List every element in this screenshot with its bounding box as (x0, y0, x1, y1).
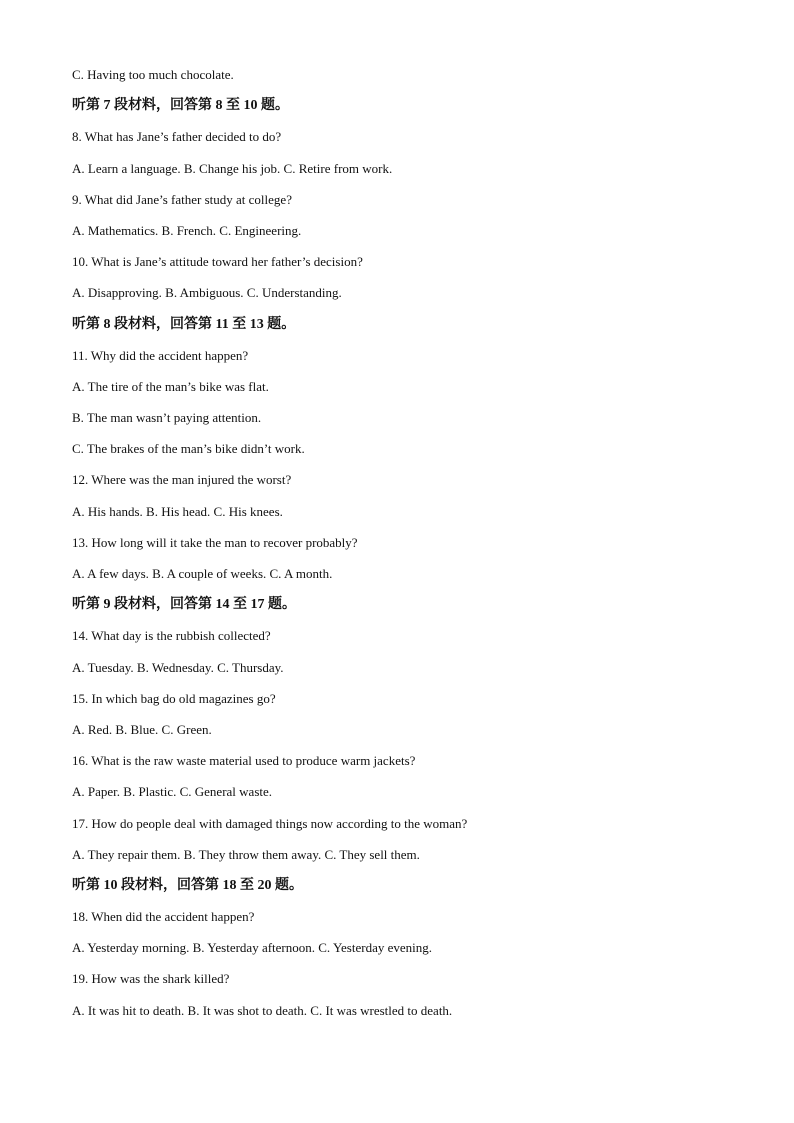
answer-options-19: A. It was hit to death. B. It was shot to death. C. It was wrestled to death. (72, 1002, 453, 1018)
answer-options-10: A. Disapproving. B. Ambiguous. C. Understanding. (72, 285, 342, 301)
question-19: 19. How was the shark killed? (72, 971, 230, 987)
section-heading: 听第 7 段材料，回答第 8 至 10 题。 (72, 98, 289, 114)
question-14: 14. What day is the rubbish collected? (72, 628, 271, 644)
section-heading: 听第 8 段材料，回答第 11 至 13 题。 (72, 316, 296, 332)
answer-option-11-b: B. The man wasn’t paying attention. (72, 410, 262, 426)
answer-options-12: A. His hands. B. His head. C. His knees. (72, 503, 283, 519)
question-8: 8. What has Jane’s father decided to do? (72, 129, 282, 145)
answer-options-16: A. Paper. B. Plastic. C. General waste. (72, 784, 273, 800)
answer-options-8: A. Learn a language. B. Change his job. C. Retire from work. (72, 160, 393, 176)
section-heading: 听第 10 段材料，回答第 18 至 20 题。 (72, 877, 303, 893)
answer-option-line: C. Having too much chocolate. (72, 67, 234, 82)
answer-options-14: A. Tuesday. B. Wednesday. C. Thursday. (72, 659, 284, 675)
answer-options-13: A. A few days. B. A couple of weeks. C. A month. (72, 566, 333, 581)
question-16: 16. What is the raw waste material used to produce warm jackets? (72, 753, 416, 769)
answer-options-18: A. Yesterday morning. B. Yesterday afternoon. C. Yesterday evening. (72, 940, 432, 956)
section-heading: 听第 9 段材料，回答第 14 至 17 题。 (72, 597, 296, 613)
question-13: 13. How long will it take the man to recover probably? (72, 534, 358, 550)
question-10: 10. What is Jane’s attitude toward her father’s decision? (72, 254, 363, 270)
document-page (72, 66, 732, 1033)
question-18: 18. When did the accident happen? (72, 909, 255, 925)
question-11: 11. Why did the accident happen? (72, 347, 249, 363)
answer-options-9: A. Mathematics. B. French. C. Engineering. (72, 222, 302, 238)
answer-option-11-a: A. The tire of the man’s bike was flat. (72, 378, 269, 394)
answer-options-17: A. They repair them. B. They throw them away. C. They sell them. (72, 846, 420, 862)
question-17: 17. How do people deal with damaged things now according to the woman? (72, 815, 468, 831)
answer-option-11-c: C. The brakes of the man’s bike didn’t work. (72, 441, 305, 457)
question-9: 9. What did Jane’s father study at college? (72, 191, 292, 207)
answer-options-15: A. Red. B. Blue. C. Green. (72, 721, 212, 737)
question-15: 15. In which bag do old magazines go? (72, 690, 276, 706)
question-12: 12. Where was the man injured the worst? (72, 472, 292, 488)
